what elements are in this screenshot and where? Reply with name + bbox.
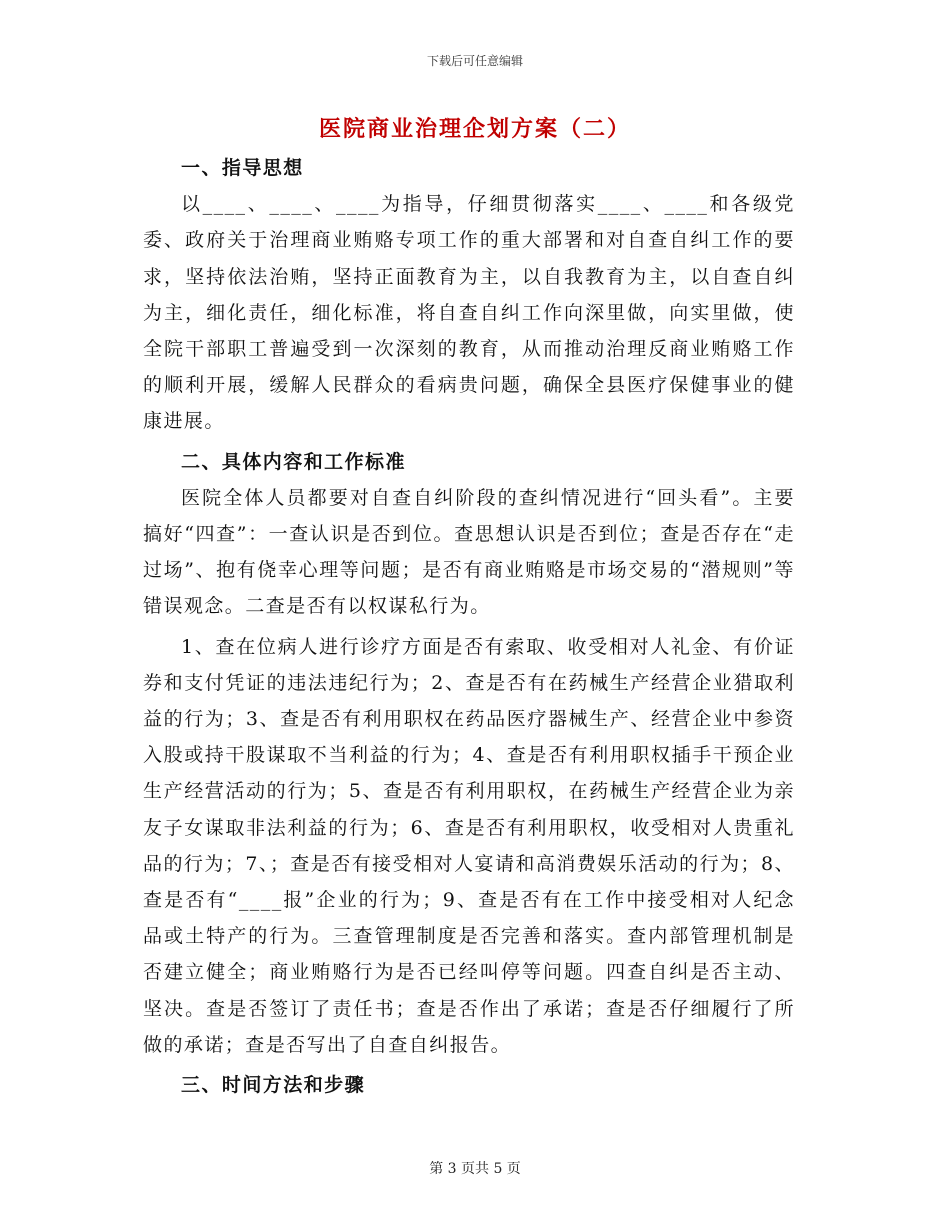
section-2-paragraph-1: 医院全体人员都要对自查自纠阶段的查纠情况进行“回头看”。主要搞好“四查”：一查认识是否到位。查思想认识是否到位；查是否存在“走过场”、抱有侥幸心理等问题；是否有商业贿赂是市场交易的“潜规则”等错误观念。二查是否有以权谋私行为。 — [143, 486, 795, 618]
header-note: 下载后可任意编辑 — [426, 54, 523, 68]
section-heading-1: 一、指导思想 — [181, 157, 304, 179]
section-1-paragraph-1: 以____、____、____为指导，仔细贯彻落实____、____和各级党委、政府关于治理商业贿赂专项工作的重大部署和对自查自纠工作的要求，坚持依法治贿，坚持正面教育为主，以自我教育为主，以自查自纠为主，细化责任，细化标准，将自查自纠工作向深里做，向实里做，使全院干部职工普遍受到一次深刻的教育，从而推动治理反商业贿赂工作的顺利开展，缓解人民群众的看病贵问题，确保全县医疗保健事业的健康进展。 — [143, 193, 795, 433]
section-2-paragraph-2: 1、查在位病人进行诊疗方面是否有索取、收受相对人礼金、有价证券和支付凭证的违法违纪行为；2、查是否有在药械生产经营企业猎取利益的行为；3、查是否有利用职权在药品医疗器械生产、经营企业中参资入股或持干股谋取不当利益的行为；4、查是否有利用职权插手干预企业生产经营活动的行为；5、查是否有利用职权，在药械生产经营企业为亲友子女谋取非法利益的行为；6、查是否有利用职权，收受相对人贵重礼品的行为；7、；查是否有接受相对人宴请和高消费娱乐活动的行为；8、查是否有“____报”企业的行为；9、查是否有在工作中接受相对人纪念品或土特产的行为。三查管理制度是否完善和落实。查内部管理机制是否建立健全；商业贿赂行为是否已经叫停等问题。四查自纠是否主动、坚决。查是否签订了责任书；查是否作出了承诺；查是否仔细履行了所做的承诺；查是否写出了自查自纠报告。 — [143, 635, 795, 1056]
page-footer: 第 3 页共 5 页 — [429, 1161, 521, 1177]
document-title: 医院商业治理企划方案（二） — [318, 117, 631, 142]
section-heading-3: 三、时间方法和步骤 — [181, 1074, 366, 1097]
section-heading-2: 二、具体内容和工作标准 — [181, 450, 406, 473]
document-body — [143, 150, 795, 1103]
